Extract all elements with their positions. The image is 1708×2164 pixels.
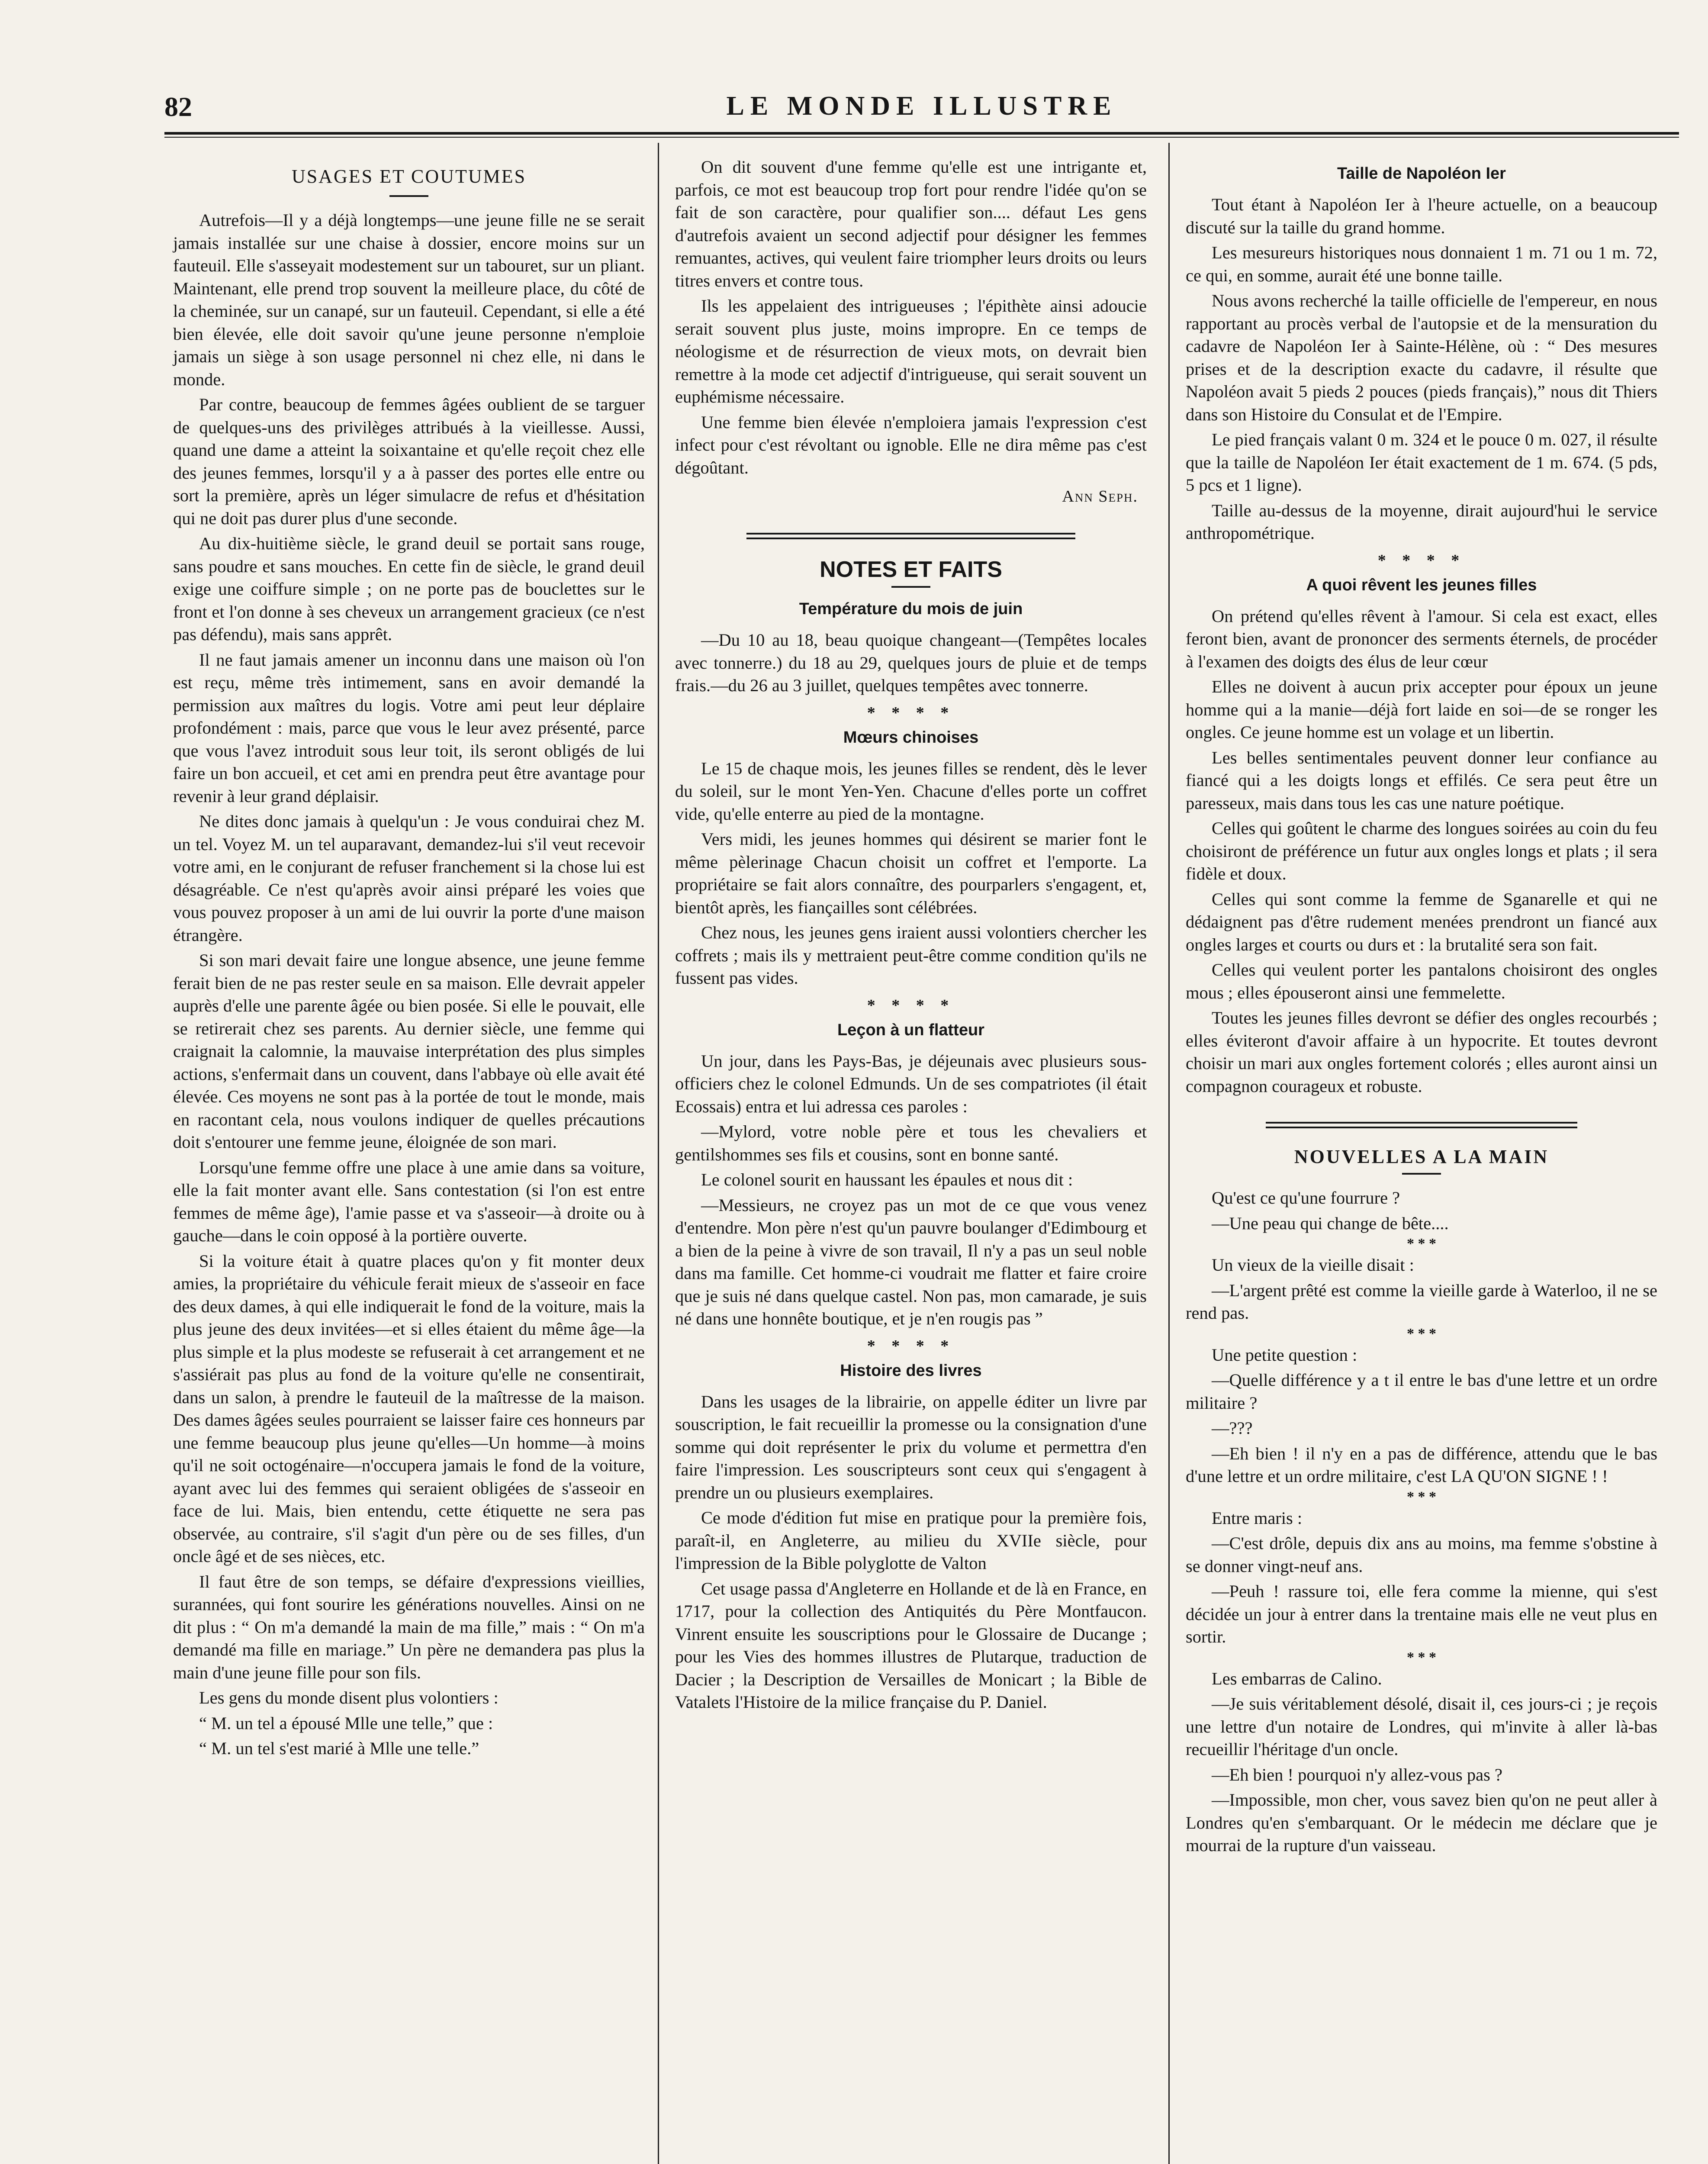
- section-title-usages: USAGES ET COUTUMES: [291, 166, 527, 187]
- nouvelle-line: —???: [1212, 1418, 1253, 1438]
- column-divider: [658, 143, 659, 2164]
- title-rule: [389, 195, 428, 197]
- paragraph: On prétend qu'elles rêvent à l'amour. Si cela est exact, elles feront bien, avant de prononcer des serments éternels, de procéder à l'examen des doigts des élus de leur cœur: [1186, 606, 1657, 671]
- page-header: [164, 91, 1679, 126]
- nouvelle-line: —Quelle différence y a t il entre le bas d'une lettre et un ordre militaire ?: [1186, 1370, 1657, 1413]
- paragraph: Un jour, dans les Pays-Bas, je déjeunais avec plusieurs sous-officiers chez le colonel Edmunds. Un de ses compatriotes (il était Ecossais) entra et lui adressa ces paroles :: [675, 1051, 1147, 1116]
- paragraph: —Messieurs, ne croyez pas un mot de ce que vous venez d'entendre. Mon père n'est qu'un pauvre boulanger d'Edimbourg et a bien de la peine à vivre de son travail, Il n'y a pas un seul noble dans ma famille. Cet homme-ci voudrait me flatter et faire croire que je suis né dans quelque castel. Non pas, mon camarade, je suis né dans une honnête boutique, et je n'en rougis pas ”: [675, 1195, 1147, 1328]
- paragraph: Dans les usages de la librairie, on appelle éditer un livre par souscription, le fait recueillir la promesse ou la consignation d'une somme qui doit représenter le prix du volume et permettra d'en faire l'impression. Les souscripteurs sont ceux qui s'engagent à prendre un ou plusieurs exemplaires.: [675, 1391, 1147, 1502]
- paragraph: Il faut être de son temps, se défaire d'expressions vieillies, surannées, qui font sourire les générations nouvelles. Ainsi on ne dit plus : “ On m'a demandé la main de ma fille,” mais : “ On m'a demandé ma fille en mariage.” Un père ne demandera pas plus la main d'une jeune fille pour son fils.: [173, 1571, 645, 1682]
- paragraph: —Du 10 au 18, beau quoique changeant—(Tempêtes locales avec tonnerre.) du 18 au 29, quelques jours de pluie et de temps frais.—du 26 au 3 juillet, quelques tempêtes avec tonnerre.: [675, 630, 1147, 695]
- section-title-nouvelles: NOUVELLES A LA MAIN: [1294, 1146, 1549, 1167]
- paragraph: Au dix-huitième siècle, le grand deuil se portait sans rouge, sans poudre et sans mouches. En cette fin de siècle, le grand deuil exige une coiffure simple ; on ne porte pas de bouclettes sur le front et l'on donne à ses cheveux un arrangement gracieux (ce n'est pas défendu), mais sans apprêt.: [173, 534, 645, 644]
- paragraph: Ce mode d'édition fut mise en pratique pour la première fois, paraît-il, en Angleterre, au milieu du XVIIe siècle, pour l'impression de la Bible polyglotte de Valton: [675, 1508, 1147, 1573]
- nouvelle-line: Un vieux de la vieille disait :: [1212, 1255, 1414, 1275]
- separator-asterism: * * *: [1407, 1649, 1436, 1665]
- separator: * * * *: [867, 1336, 955, 1355]
- paragraph: Par contre, beaucoup de femmes âgées oublient de se targuer de quelques-uns des privilèges attribués à la vieillesse. Aussi, quand une dame a atteint la soixantaine et qu'elle reçoit chez elle des jeunes femmes, lorsqu'il y a à passer des portes elle entre ou sort la première, après un léger simulacre de refus et d'hésitation qui ne doit pas durer plus d'une seconde.: [173, 395, 645, 528]
- nouvelle-line: Entre maris :: [1212, 1508, 1303, 1528]
- paragraph: Le 15 de chaque mois, les jeunes filles se rendent, dès le lever du soleil, sur le mont Yen-Yen. Chacune d'elles porte un coffret vide, qu'elle enterre au pied de la montagne.: [675, 758, 1147, 824]
- separator: * * * *: [867, 996, 955, 1014]
- paragraph: Taille au-dessus de la moyenne, dirait aujourd'hui le service anthropométrique.: [1186, 500, 1657, 543]
- nouvelle-line: —Une peau qui change de bête....: [1212, 1213, 1449, 1233]
- nouvelle-line: —Peuh ! rassure toi, elle fera comme la mienne, qui s'est décidée un jour à entrer dans la trentaine mais elle ne veut plus en sortir.: [1186, 1581, 1657, 1646]
- double-rule: [746, 533, 1075, 539]
- paragraph: Si son mari devait faire une longue absence, une jeune femme ferait bien de ne pas rester seule en sa maison. Elle devrait appeler auprès d'elle une parente âgée ou bien posée. Si elle le pouvait, elle se retirerait chez ses parents. Au dernier siècle, une femme qui craignait la calomnie, la mauvaise interprétation des plus simples actions, s'enfermait dans un couvent, dans l'abbaye où elle avait été élevée. Ces moyens ne sont pas à la portée de tout le monde, mais en racontant cela, nous voulons indiquer de quelles précautions doit s'entourer une femme jeune, éloignée de son mari.: [173, 950, 645, 1152]
- subsection-title: Histoire des livres: [840, 1361, 982, 1380]
- column-notes: [675, 156, 1147, 1716]
- paragraph: Chez nous, les jeunes gens iraient aussi volontiers chercher les coffrets ; mais ils y mettraient peut-être comme condition qu'ils ne fussent pas vides.: [675, 923, 1147, 988]
- paragraph: Autrefois—Il y a déjà longtemps—une jeune fille ne se serait jamais installée sur une chaise à dossier, encore moins sur un fauteuil. Elle s'asseyait modestement sur un tabouret, sur un pliant. Maintenant, elle prend trop souvent la meilleure place, du côté de la cheminée, sur un canapé, sur un fauteuil. Cependant, si elle a été bien élevée, elle doit savoir qu'une jeune personne n'emploie jamais un siège à son usage personnel ni chez elle, ni dans le monde.: [173, 210, 645, 389]
- nouvelle-line: Qu'est ce qu'une fourrure ?: [1212, 1188, 1400, 1208]
- paragraph: Toutes les jeunes filles devront se défier des ongles recourbés ; elles éviteront d'avoir affaire à un hypocrite. Et toutes devront choisir un mari aux ongles fortement colorés ; elles auront ainsi un compagnon courageux et robuste.: [1186, 1008, 1657, 1096]
- paragraph: Elles ne doivent à aucun prix accepter pour époux un jeune homme qui a la manie—déjà fort laide en soi—de se ronger les ongles. Ce jeune homme est un volage et un libertin.: [1186, 677, 1657, 742]
- paragraph: Il ne faut jamais amener un inconnu dans une maison où l'on est reçu, même très intimement, sans en avoir demandé la permission aux maîtres du logis. Votre ami peut leur déplaire profondément : mais, parce que vous le leur avez présenté, parce que vous l'avez introduit sous leur toit, ils seront obligés de lui faire un bon accueil, et cet ami en prendra peut être avantage pour revenir à leur grand déplaisir.: [173, 650, 645, 806]
- paragraph: Les belles sentimentales peuvent donner leur confiance au fiancé qui a les doigts longs et effilés. Ce sera peut être un paresseux, mais dans tous les cas une nature poétique.: [1186, 747, 1657, 813]
- subsection-title: Taille de Napoléon Ier: [1337, 164, 1506, 183]
- nouvelle-line: —C'est drôle, depuis dix ans au moins, ma femme s'obstine à se donner vingt-neuf ans.: [1186, 1533, 1657, 1576]
- paragraph: Le pied français valant 0 m. 324 et le pouce 0 m. 027, il résulte que la taille de Napoléon Ier était exactement de 1 m. 674. (5 pds, 5 pcs et 1 ligne).: [1186, 430, 1657, 495]
- paragraph: Celles qui veulent porter les pantalons choisiront des ongles mous ; elles épouseront ainsi une femmelette.: [1186, 960, 1657, 1002]
- paragraph: Vers midi, les jeunes hommes qui désirent se marier font le même pèlerinage Chacun choisit un coffret et l'emporte. La propriétaire se fait alors connaître, des pourparlers s'engagent, et, bientôt après, les fiançailles sont célébrées.: [675, 829, 1147, 917]
- separator-asterism: * * *: [1407, 1236, 1436, 1252]
- subsection-title: Mœurs chinoises: [843, 728, 979, 747]
- journal-title: LE MONDE ILLUSTRE: [726, 91, 1117, 121]
- paragraph: Tout étant à Napoléon Ier à l'heure actuelle, on a beaucoup discuté sur la taille du grand homme.: [1186, 195, 1657, 237]
- header-rule-thin: [164, 137, 1679, 138]
- nouvelle-line: —Eh bien ! pourquoi n'y allez-vous pas ?: [1212, 1765, 1503, 1784]
- section-title-notes: NOTES ET FAITS: [820, 557, 1002, 582]
- author-signature: Ann Seph.: [1062, 487, 1138, 506]
- header-rule: [164, 132, 1679, 135]
- nouvelle-line: —Impossible, mon cher, vous savez bien qu'on ne peut aller à Londres qu'en s'embarquant. Or le médecin me déclare que je mourrai de la rupture d'un vaisseau.: [1186, 1790, 1657, 1855]
- subsection-title: A quoi rêvent les jeunes filles: [1306, 576, 1537, 594]
- subsection-title: Température du mois de juin: [799, 600, 1023, 618]
- double-rule: [1266, 1122, 1577, 1128]
- paragraph: “ M. un tel s'est marié à Mlle une telle.”: [199, 1739, 479, 1758]
- paragraph: Cet usage passa d'Angleterre en Hollande et de là en France, en 1717, pour la collection des Antiquités du Père Montfaucon. Vinrent ensuite les souscriptions pour le Glossaire de Ducange ; pour les Vies des hommes illustres de Plutarque, traduction de Dacier ; la Description de Versailles de Monicart ; la Bible de Vatalets l'Histoire de la milice française du P. Daniel.: [675, 1578, 1147, 1712]
- nouvelles-list: [1186, 1187, 1657, 1857]
- separator-asterism: * * *: [1407, 1325, 1436, 1342]
- subsection-title: Leçon à un flatteur: [837, 1021, 984, 1039]
- paragraph: Si la voiture était à quatre places qu'on y fit monter deux amies, la propriétaire du véhicule ferait mieux de s'asseoir en face des deux dames, à qui elle indiquerait le fond de la voiture, mais la plus jeune des deux invitées—et si elles étaient du même âge—la plus simple et la plus modeste se refuserait à cet arrangement et ne s'assiérait pas plus au fond de la voiture qu'elle ne consentirait, dans un salon, à prendre le fauteuil de la maîtresse de la maison. Des dames âgées seules pourraient se laisser faire ces honneurs par une femme beaucoup plus jeune qu'elles—Un homme—à moins qu'il ne soit octogénaire—n'occupera jamais le fond de la voiture, ayant avec lui des femmes qui seraient obligées de s'asseoir en face de lui. Mais, bien entendu, cette étiquette ne sera pas observée, au contraire, s'il s'agit d'un père ou de ses filles, d'un oncle âgé et de ses nièces, etc.: [173, 1251, 645, 1566]
- nouvelle-line: Une petite question :: [1212, 1345, 1357, 1365]
- paragraph: Celles qui goûtent le charme des longues soirées au coin du feu choisiront de préférence un futur aux ongles longs et plats ; il sera fidèle et doux.: [1186, 818, 1657, 883]
- paragraph: Lorsqu'une femme offre une place à une amie dans sa voiture, elle la fait monter avant elle. Sans contestation (si l'on est entre femmes de même âge), l'amie passe et va s'asseoir—à droite ou à gauche—dans le coin opposé à la portière ouverte.: [173, 1157, 645, 1245]
- paragraph: Les gens du monde disent plus volontiers :: [199, 1688, 499, 1707]
- nouvelle-line: —Je suis véritablement désolé, disait il, ces jours-ci ; je reçois une lettre d'un notaire de Londres, qui m'invite à aller là-bas recueillir l'héritage d'un oncle.: [1186, 1694, 1657, 1759]
- separator-asterism: * * *: [1407, 1488, 1436, 1505]
- nouvelle-line: —L'argent prêté est comme la vieille garde à Waterloo, il ne se rend pas.: [1186, 1280, 1657, 1323]
- paragraph: On dit souvent d'une femme qu'elle est une intrigante et, parfois, ce mot est beaucoup trop fort pour rendre l'idée qu'on se fait de son caractère, pour qualifier son.... défaut Les gens d'autrefois avaient un second adjectif pour désigner les femmes remuantes, actives, qui veulent faire triompher leurs droits ou leurs titres envers et contre tous.: [675, 157, 1147, 290]
- separator: * * * *: [1377, 551, 1466, 570]
- paragraph: Celles qui sont comme la femme de Sganarelle et qui ne dédaignent pas d'être rudement menées prendront un fiancé aux ongles larges et courts ou durs et : la brutalité sera son fait.: [1186, 889, 1657, 954]
- nouvelle-line: Les embarras de Calino.: [1212, 1668, 1382, 1688]
- nouvelle-line: —Eh bien ! il n'y en a pas de différence, attendu que le bas d'une lettre et un ordre militaire, c'est LA QU'ON SIGNE ! !: [1186, 1443, 1657, 1486]
- paragraph: “ M. un tel a épousé Mlle une telle,” que :: [199, 1713, 493, 1733]
- column-divider: [1168, 143, 1170, 2164]
- separator: * * * *: [867, 703, 955, 722]
- column-usages: [173, 156, 645, 1763]
- paragraph: Les mesureurs historiques nous donnaient 1 m. 71 ou 1 m. 72, ce qui, en somme, aurait été une bonne taille.: [1186, 243, 1657, 285]
- paragraph: Ils les appelaient des intrigueuses ; l'épithète ainsi adoucie serait souvent plus juste, moins impropre. En ce temps de néologisme et de résurrection de vieux mots, on devrait bien remettre à la mode cet adjectif d'intrigueuse, qui serait souvent un euphémisme nécessaire.: [675, 296, 1147, 406]
- paragraph: Ne dites donc jamais à quelqu'un : Je vous conduirai chez M. un tel. Voyez M. un tel auparavant, demandez-lui s'il veut recevoir votre ami, en le conjurant de refuser franchement si la chose lui est désagréable. Ce n'est qu'après avoir ainsi préparé les voies que vous pouvez proposer à un ami de lui ouvrir la porte d'une maison étrangère.: [173, 812, 645, 945]
- title-rule: [1402, 1173, 1441, 1175]
- column-napoleon: [1186, 156, 1657, 1860]
- paragraph: Une femme bien élevée n'emploiera jamais l'expression c'est infect pour c'est révoltant ou ignoble. Elle ne dira même pas c'est dégoûtant.: [675, 412, 1147, 477]
- title-rule: [891, 586, 930, 588]
- paragraph: Le colonel sourit en haussant les épaules et nous dit :: [701, 1170, 1073, 1189]
- paragraph: —Mylord, votre noble père et tous les chevaliers et gentilshommes ses fils et cousins, sont en bonne santé.: [675, 1122, 1147, 1164]
- paragraph: Nous avons recherché la taille officielle de l'empereur, en nous rapportant au procès verbal de l'autopsie et de la mensuration du cadavre de Napoléon Ier à Sainte-Hélène, où : “ Des mesures prises et de la description exacte du cadavre, il résulte que Napoléon avait 5 pieds 2 pouces (pieds français),” nous dit Thiers dans son Histoire du Consulat et de l'Empire.: [1186, 291, 1657, 424]
- page-number: 82: [164, 91, 192, 122]
